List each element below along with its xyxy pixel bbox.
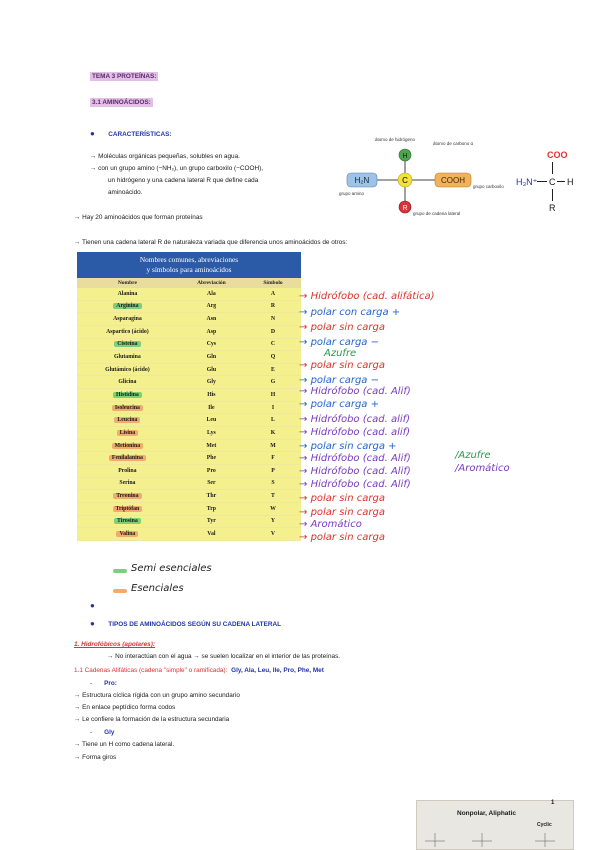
cell-symbol: F <box>245 452 301 465</box>
annotation <box>299 466 411 477</box>
bullet-icon: ● <box>90 129 95 138</box>
arrow-icon: → <box>299 291 311 302</box>
legend-swatch-green <box>113 569 127 573</box>
arrow-icon: → <box>299 519 311 530</box>
annotation-text: polar carga − <box>310 375 379 386</box>
table-row <box>77 427 301 440</box>
cell-symbol: H <box>245 389 301 402</box>
cell-name <box>77 351 178 364</box>
aminoacid-name: Aspartico (ácido) <box>106 328 149 335</box>
annotation <box>299 399 379 410</box>
cell-name <box>77 439 178 452</box>
cell-name <box>77 338 178 351</box>
text-line: → Forma giros <box>74 754 117 761</box>
hydrogen-text: H <box>402 153 408 160</box>
text-line: un hidrógeno y una cadena lateral R que define cada <box>108 177 259 184</box>
cell-name <box>77 313 178 326</box>
cell-abbr: Arg <box>178 300 245 313</box>
table-header: Nombre <box>77 278 178 288</box>
note-lateral-chain: → Tienen una cadena lateral R de naturaleza variada que diferencia unos aminoácidos de otros: <box>74 239 348 246</box>
legend-swatch-orange <box>113 589 127 593</box>
formula-h: H <box>567 177 574 187</box>
table-row <box>77 452 301 465</box>
cell-name <box>77 490 178 503</box>
cell-symbol: Y <box>245 515 301 528</box>
aminoacid-name: Valina <box>116 531 138 537</box>
table-caption-line: Nombres comunes, abreviaciones <box>139 255 239 264</box>
table-row <box>77 414 301 427</box>
cell-symbol: I <box>245 401 301 414</box>
annotation <box>299 337 379 348</box>
annotation-text: Aromático <box>310 519 362 530</box>
bullet-icon: ● <box>90 601 95 610</box>
cell-abbr: Ser <box>178 477 245 490</box>
tema-title <box>90 73 158 80</box>
thumb-number: 1 <box>551 800 555 806</box>
aminoacid-name: Asparagina <box>113 316 142 323</box>
note-20-aminoacids: → Hay 20 aminoácidos que forman proteínas <box>74 214 203 221</box>
sub-list: Gly, Ala, Leu, Ile, Pro, Phe, Met <box>231 667 324 674</box>
r-group-text: R <box>402 205 408 212</box>
aminoacid-name: Triptófan <box>113 506 143 512</box>
table-row <box>77 351 301 364</box>
arrow-icon: → <box>299 307 311 318</box>
annotation-text: Hidrófobo (cad. Alif) <box>310 466 411 477</box>
alpha-carbon-text: C <box>402 176 408 185</box>
table-row <box>77 325 301 338</box>
annotation-text: polar sin carga <box>310 507 385 518</box>
cell-name <box>77 452 178 465</box>
aminoacid-name: Glicina <box>118 379 137 386</box>
annotation-text: Hidrófobo (cad. alifática) <box>310 291 435 302</box>
annotation <box>299 532 385 543</box>
pro-item: - Pro: <box>90 680 117 687</box>
cell-abbr: Gly <box>178 376 245 389</box>
cell-name <box>77 427 178 440</box>
aminoacid-name: Leucina <box>114 417 140 423</box>
aminoacid-name: Serina <box>119 480 136 487</box>
cell-name <box>77 502 178 515</box>
cell-symbol: R <box>245 300 301 313</box>
arrow-icon: → <box>299 479 311 490</box>
carbon-label: átomo de carbono α <box>433 141 474 146</box>
cell-abbr: His <box>178 389 245 402</box>
amino-acid-diagram <box>335 133 504 228</box>
table-row <box>77 464 301 477</box>
arrow-icon: → <box>299 466 311 477</box>
cell-symbol: D <box>245 325 301 338</box>
tema-heading: TEMA 3 PROTEÍNAS: <box>92 73 157 80</box>
annotation <box>299 322 385 333</box>
annotation <box>299 307 400 318</box>
cell-name <box>77 477 178 490</box>
arrow-icon: → <box>299 360 311 371</box>
table-caption <box>77 252 301 278</box>
annotation-text: polar carga + <box>310 399 379 410</box>
aminoacid-name: Glutamina <box>114 354 141 361</box>
annotation-azufre: Azufre <box>324 348 357 359</box>
hidrofobicos-title: 1. Hidrofóbicos (apolares): <box>74 641 155 648</box>
annotation <box>299 360 385 371</box>
formula-r: R <box>549 203 556 213</box>
cell-abbr: Asp <box>178 325 245 338</box>
table-row <box>77 490 301 503</box>
text-line: aminoácido. <box>108 189 143 196</box>
aminoacid-name: Alanina <box>117 290 138 297</box>
formula-bond <box>552 189 553 201</box>
cell-name <box>77 363 178 376</box>
caracteristicas-row <box>90 123 172 141</box>
annotation-text: Hidrófobo (cad. alif) <box>310 427 411 438</box>
aminoacid-name: Metionina <box>112 443 143 449</box>
table-row <box>77 389 301 402</box>
arrow-icon: → <box>299 441 311 452</box>
cell-symbol: W <box>245 502 301 515</box>
text-line: → Tiene un H como cadena lateral. <box>74 741 175 748</box>
cell-abbr: Trp <box>178 502 245 515</box>
annotation-text: polar carga − <box>310 337 379 348</box>
cell-abbr: Thr <box>178 490 245 503</box>
text-line: → Moléculas orgánicas pequeñas, solubles en agua. <box>90 153 240 160</box>
thumb-title <box>457 810 516 817</box>
annotation-aromatico: /Aromático <box>455 463 510 474</box>
aminoacid-name: Cisteína <box>114 341 140 347</box>
table-row <box>77 401 301 414</box>
cell-name <box>77 401 178 414</box>
table-row <box>77 528 301 541</box>
text-line: → Le confiere la formación de la estructura secundaria <box>74 716 230 723</box>
annotation <box>299 427 410 438</box>
arrow-icon: → <box>299 507 311 518</box>
annotation <box>299 453 411 464</box>
tipos-title: TIPOS DE AMINOÁCIDOS SEGÚN SU CADENA LATERAL <box>108 621 281 628</box>
aminoacid-name: Glutámico (ácido) <box>105 366 150 373</box>
table-row <box>77 477 301 490</box>
annotation-text: polar sin carga <box>310 322 385 333</box>
aminoacid-name: Lisina <box>117 430 138 436</box>
section-title <box>90 99 153 106</box>
nonpolar-thumbnail <box>416 800 574 850</box>
cell-name <box>77 288 178 300</box>
aminoacid-name: Isoleucina <box>112 405 143 411</box>
legend-esenciales: Esenciales <box>131 583 184 594</box>
aminoacid-name: Treonina <box>113 493 141 499</box>
formula-c: C <box>549 177 556 187</box>
table-row <box>77 300 301 313</box>
tipos-row <box>90 613 281 631</box>
annotation <box>299 414 410 425</box>
gly-label: Gly <box>104 729 115 736</box>
cell-abbr: Ile <box>178 401 245 414</box>
cell-symbol: P <box>245 464 301 477</box>
cell-name <box>77 414 178 427</box>
bullet-icon: ● <box>90 619 95 628</box>
annotation <box>299 375 379 386</box>
thumb-cyclic: Cyclic <box>537 822 552 828</box>
table-row <box>77 313 301 326</box>
arrow-icon: → <box>299 427 311 438</box>
annotation-text: Hidrófobo (cad. Alif) <box>310 453 411 464</box>
section-heading: 3.1 AMINOÁCIDOS: <box>92 99 151 106</box>
annotation-text: Hidrófobo (cad. Alif) <box>310 386 411 397</box>
sub-alifaticas <box>74 667 324 674</box>
table-caption-line: y símbolos para aminoácidos <box>146 265 232 274</box>
cell-symbol: C <box>245 338 301 351</box>
annotation <box>299 291 435 302</box>
text-line: → No interactúan con el agua → se suelen localizar en el interior de las proteínas. <box>107 653 341 660</box>
table-row <box>77 363 301 376</box>
table-row <box>77 515 301 528</box>
gly-item: - Gly <box>90 729 115 736</box>
thumb-structures <box>417 829 573 849</box>
cell-symbol: Q <box>245 351 301 364</box>
arrow-icon: → <box>299 386 311 397</box>
caracteristicas-title: CARACTERÍSTICAS: <box>108 131 172 138</box>
aminoacid-name: Fenilalanina <box>109 455 146 461</box>
cell-symbol: N <box>245 313 301 326</box>
cell-name <box>77 528 178 541</box>
annotation-text: Hidrófobo (cad. Alif) <box>310 479 411 490</box>
formula-bond <box>537 181 547 182</box>
cell-symbol: V <box>245 528 301 541</box>
arrow-icon: → <box>299 532 311 543</box>
table-row <box>77 338 301 351</box>
amino-group-text: H₂N <box>354 176 370 185</box>
cell-symbol: A <box>245 288 301 300</box>
annotation-text: polar sin carga <box>310 493 385 504</box>
arrow-icon: → <box>299 337 311 348</box>
annotation-text: Hidrófobo (cad. alif) <box>310 414 411 425</box>
cell-name <box>77 300 178 313</box>
cell-abbr: Met <box>178 439 245 452</box>
legend-semi-esenciales: Semi esenciales <box>131 563 212 574</box>
text-line: → con un grupo amino (−NH₂), un grupo carboxilo (−COOH), <box>90 165 263 172</box>
r-label: grupo de cadena lateral <box>413 211 461 216</box>
pro-label: Pro: <box>104 680 117 687</box>
cell-abbr: Ala <box>178 288 245 300</box>
aminoacid-name: Prolina <box>118 467 137 474</box>
formula-h3n: H₃N⁺ <box>516 177 538 187</box>
cell-abbr: Val <box>178 528 245 541</box>
table-header: Abreviación <box>178 278 245 288</box>
cell-symbol: G <box>245 376 301 389</box>
cell-abbr: Asn <box>178 313 245 326</box>
carboxyl-group-text: COOH <box>441 176 465 185</box>
cell-name <box>77 389 178 402</box>
cell-abbr: Glu <box>178 363 245 376</box>
text-line: → En enlace peptídico forma codos <box>74 704 176 711</box>
cell-name <box>77 376 178 389</box>
table-row <box>77 376 301 389</box>
cell-abbr: Lys <box>178 427 245 440</box>
annotation <box>299 493 385 504</box>
table-header: Símbolo <box>245 278 301 288</box>
annotation-text: polar sin carga + <box>310 441 397 452</box>
annotation-azufre: /Azufre <box>455 450 491 461</box>
cell-abbr: Tyr <box>178 515 245 528</box>
cell-abbr: Phe <box>178 452 245 465</box>
formula-bond <box>557 181 565 182</box>
annotation-text: polar sin carga <box>310 532 385 543</box>
annotation <box>299 479 411 490</box>
annotation <box>299 519 362 530</box>
cell-name <box>77 325 178 338</box>
arrow-icon: → <box>299 493 311 504</box>
formula-bond <box>552 162 553 174</box>
cell-symbol: L <box>245 414 301 427</box>
table-body <box>77 288 301 540</box>
carboxyl-label: grupo carboxilo <box>473 184 504 189</box>
arrow-icon: → <box>299 322 311 333</box>
text-line: → Estructura cíclica rígida con un grupo amino secundario <box>74 692 240 699</box>
aminoacid-name: Tirosina <box>114 518 141 524</box>
sub-label: 1.1 Cadenas Alifáticas (cadena "simple" o ramificada): <box>74 667 228 674</box>
arrow-icon: → <box>299 375 311 386</box>
annotation <box>299 441 397 452</box>
aminoacid-table <box>77 252 301 541</box>
cell-abbr: Gln <box>178 351 245 364</box>
cell-name <box>77 515 178 528</box>
annotation <box>299 386 411 397</box>
annotation-text: polar sin carga <box>310 360 385 371</box>
cell-abbr: Cys <box>178 338 245 351</box>
cell-symbol: E <box>245 363 301 376</box>
hydrogen-label: átomo de hidrógeno <box>375 137 416 142</box>
table-row <box>77 502 301 515</box>
cell-abbr: Pro <box>178 464 245 477</box>
annotation <box>299 507 385 518</box>
formula-coo: COO <box>547 150 568 160</box>
cell-abbr: Leu <box>178 414 245 427</box>
arrow-icon: → <box>299 453 311 464</box>
table-row <box>77 288 301 300</box>
amino-label: grupo amino <box>339 191 365 196</box>
arrow-icon: → <box>299 399 311 410</box>
annotation-text: polar con carga + <box>310 307 401 318</box>
arrow-icon: → <box>299 414 311 425</box>
aminoacid-name: Histidina <box>113 392 142 398</box>
thumb-title-text: Nonpolar, Aliphatic <box>457 810 516 817</box>
cell-symbol: S <box>245 477 301 490</box>
table-row <box>77 439 301 452</box>
amino-acid-formula <box>512 150 597 220</box>
cell-symbol: M <box>245 439 301 452</box>
cell-symbol: K <box>245 427 301 440</box>
cell-symbol: T <box>245 490 301 503</box>
aminoacid-name: Arginina <box>113 303 141 309</box>
cell-name <box>77 464 178 477</box>
